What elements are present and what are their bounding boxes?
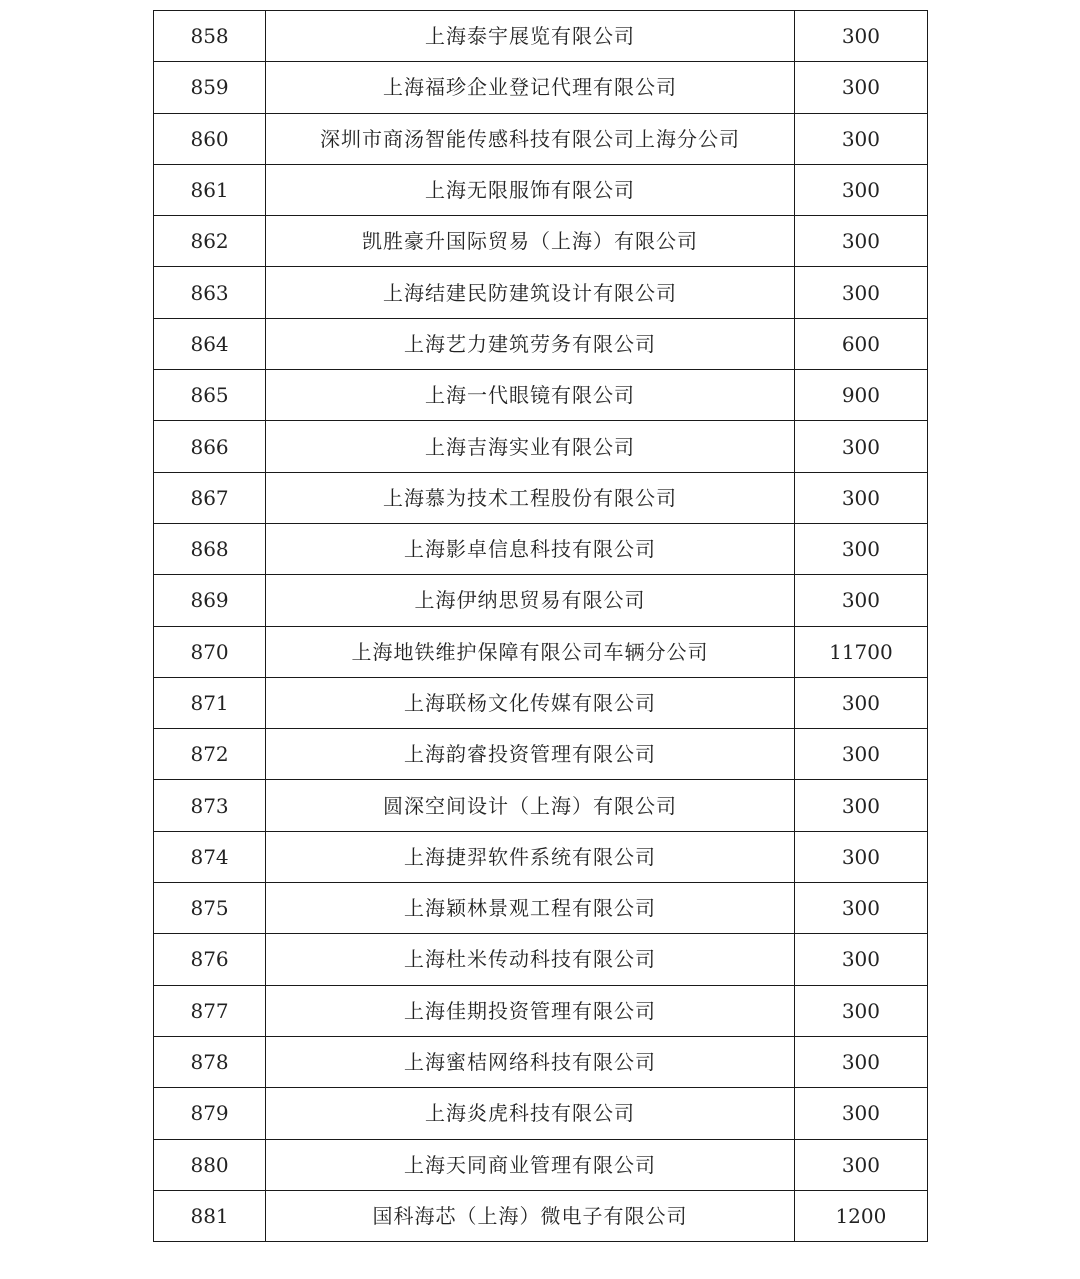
amount-cell: 300 (794, 11, 927, 62)
company-name-cell: 国科海芯（上海）微电子有限公司 (266, 1190, 795, 1241)
row-number-cell: 860 (154, 113, 266, 164)
table-row (154, 626, 928, 677)
amount-cell: 300 (794, 1036, 927, 1087)
table-row (154, 421, 928, 472)
amount-cell: 600 (794, 318, 927, 369)
row-number-cell: 862 (154, 216, 266, 267)
amount-cell: 300 (794, 575, 927, 626)
amount-cell: 300 (794, 421, 927, 472)
company-name-cell: 上海结建民防建筑设计有限公司 (266, 267, 795, 318)
row-number-cell: 878 (154, 1036, 266, 1087)
amount-cell: 300 (794, 677, 927, 728)
row-number-cell: 870 (154, 626, 266, 677)
row-number-cell: 881 (154, 1190, 266, 1241)
company-name-cell: 上海福珍企业登记代理有限公司 (266, 62, 795, 113)
table-row (154, 1036, 928, 1087)
company-name-cell: 圆深空间设计（上海）有限公司 (266, 780, 795, 831)
table-row (154, 523, 928, 574)
table-row (154, 216, 928, 267)
table-row (154, 267, 928, 318)
company-name-cell: 上海影卓信息科技有限公司 (266, 523, 795, 574)
row-number-cell: 872 (154, 729, 266, 780)
company-name-cell: 上海一代眼镜有限公司 (266, 370, 795, 421)
amount-cell: 300 (794, 62, 927, 113)
table-row (154, 985, 928, 1036)
table-row (154, 831, 928, 882)
table-row (154, 883, 928, 934)
row-number-cell: 871 (154, 677, 266, 728)
company-name-cell: 上海颖林景观工程有限公司 (266, 883, 795, 934)
company-name-cell: 上海吉海实业有限公司 (266, 421, 795, 472)
company-name-cell: 上海泰宇展览有限公司 (266, 11, 795, 62)
row-number-cell: 876 (154, 934, 266, 985)
amount-cell: 300 (794, 267, 927, 318)
row-number-cell: 858 (154, 11, 266, 62)
amount-cell: 11700 (794, 626, 927, 677)
company-name-cell: 上海地铁维护保障有限公司车辆分公司 (266, 626, 795, 677)
row-number-cell: 865 (154, 370, 266, 421)
table-row (154, 11, 928, 62)
row-number-cell: 880 (154, 1139, 266, 1190)
company-name-cell: 上海慕为技术工程股份有限公司 (266, 472, 795, 523)
company-name-cell: 上海佳期投资管理有限公司 (266, 985, 795, 1036)
row-number-cell: 859 (154, 62, 266, 113)
company-name-cell: 上海伊纳思贸易有限公司 (266, 575, 795, 626)
table-row (154, 318, 928, 369)
row-number-cell: 873 (154, 780, 266, 831)
amount-cell: 300 (794, 780, 927, 831)
table-row (154, 934, 928, 985)
amount-cell: 300 (794, 472, 927, 523)
company-name-cell: 深圳市商汤智能传感科技有限公司上海分公司 (266, 113, 795, 164)
table-row (154, 1139, 928, 1190)
table-body (154, 11, 928, 1242)
amount-cell: 900 (794, 370, 927, 421)
row-number-cell: 869 (154, 575, 266, 626)
table-row (154, 1190, 928, 1241)
table-row (154, 472, 928, 523)
company-name-cell: 上海天同商业管理有限公司 (266, 1139, 795, 1190)
row-number-cell: 867 (154, 472, 266, 523)
table-row (154, 1088, 928, 1139)
amount-cell: 300 (794, 164, 927, 215)
company-name-cell: 上海炎虎科技有限公司 (266, 1088, 795, 1139)
table-row (154, 113, 928, 164)
company-name-cell: 上海蜜桔网络科技有限公司 (266, 1036, 795, 1087)
company-amount-table (153, 10, 928, 1242)
amount-cell: 300 (794, 113, 927, 164)
table-row (154, 780, 928, 831)
amount-cell: 300 (794, 523, 927, 574)
amount-cell: 300 (794, 831, 927, 882)
table-row (154, 164, 928, 215)
company-name-cell: 上海杜米传动科技有限公司 (266, 934, 795, 985)
row-number-cell: 861 (154, 164, 266, 215)
amount-cell: 300 (794, 729, 927, 780)
row-number-cell: 864 (154, 318, 266, 369)
company-name-cell: 上海联杨文化传媒有限公司 (266, 677, 795, 728)
row-number-cell: 863 (154, 267, 266, 318)
amount-cell: 300 (794, 934, 927, 985)
amount-cell: 300 (794, 883, 927, 934)
table-row (154, 370, 928, 421)
table-row (154, 677, 928, 728)
amount-cell: 300 (794, 216, 927, 267)
company-name-cell: 上海无限服饰有限公司 (266, 164, 795, 215)
table-row (154, 729, 928, 780)
row-number-cell: 866 (154, 421, 266, 472)
company-name-cell: 上海艺力建筑劳务有限公司 (266, 318, 795, 369)
row-number-cell: 877 (154, 985, 266, 1036)
amount-cell: 300 (794, 1139, 927, 1190)
row-number-cell: 868 (154, 523, 266, 574)
table-row (154, 575, 928, 626)
company-name-cell: 上海捷羿软件系统有限公司 (266, 831, 795, 882)
row-number-cell: 874 (154, 831, 266, 882)
amount-cell: 1200 (794, 1190, 927, 1241)
amount-cell: 300 (794, 1088, 927, 1139)
row-number-cell: 879 (154, 1088, 266, 1139)
table-row (154, 62, 928, 113)
company-name-cell: 凯胜豪升国际贸易（上海）有限公司 (266, 216, 795, 267)
company-name-cell: 上海韵睿投资管理有限公司 (266, 729, 795, 780)
amount-cell: 300 (794, 985, 927, 1036)
row-number-cell: 875 (154, 883, 266, 934)
